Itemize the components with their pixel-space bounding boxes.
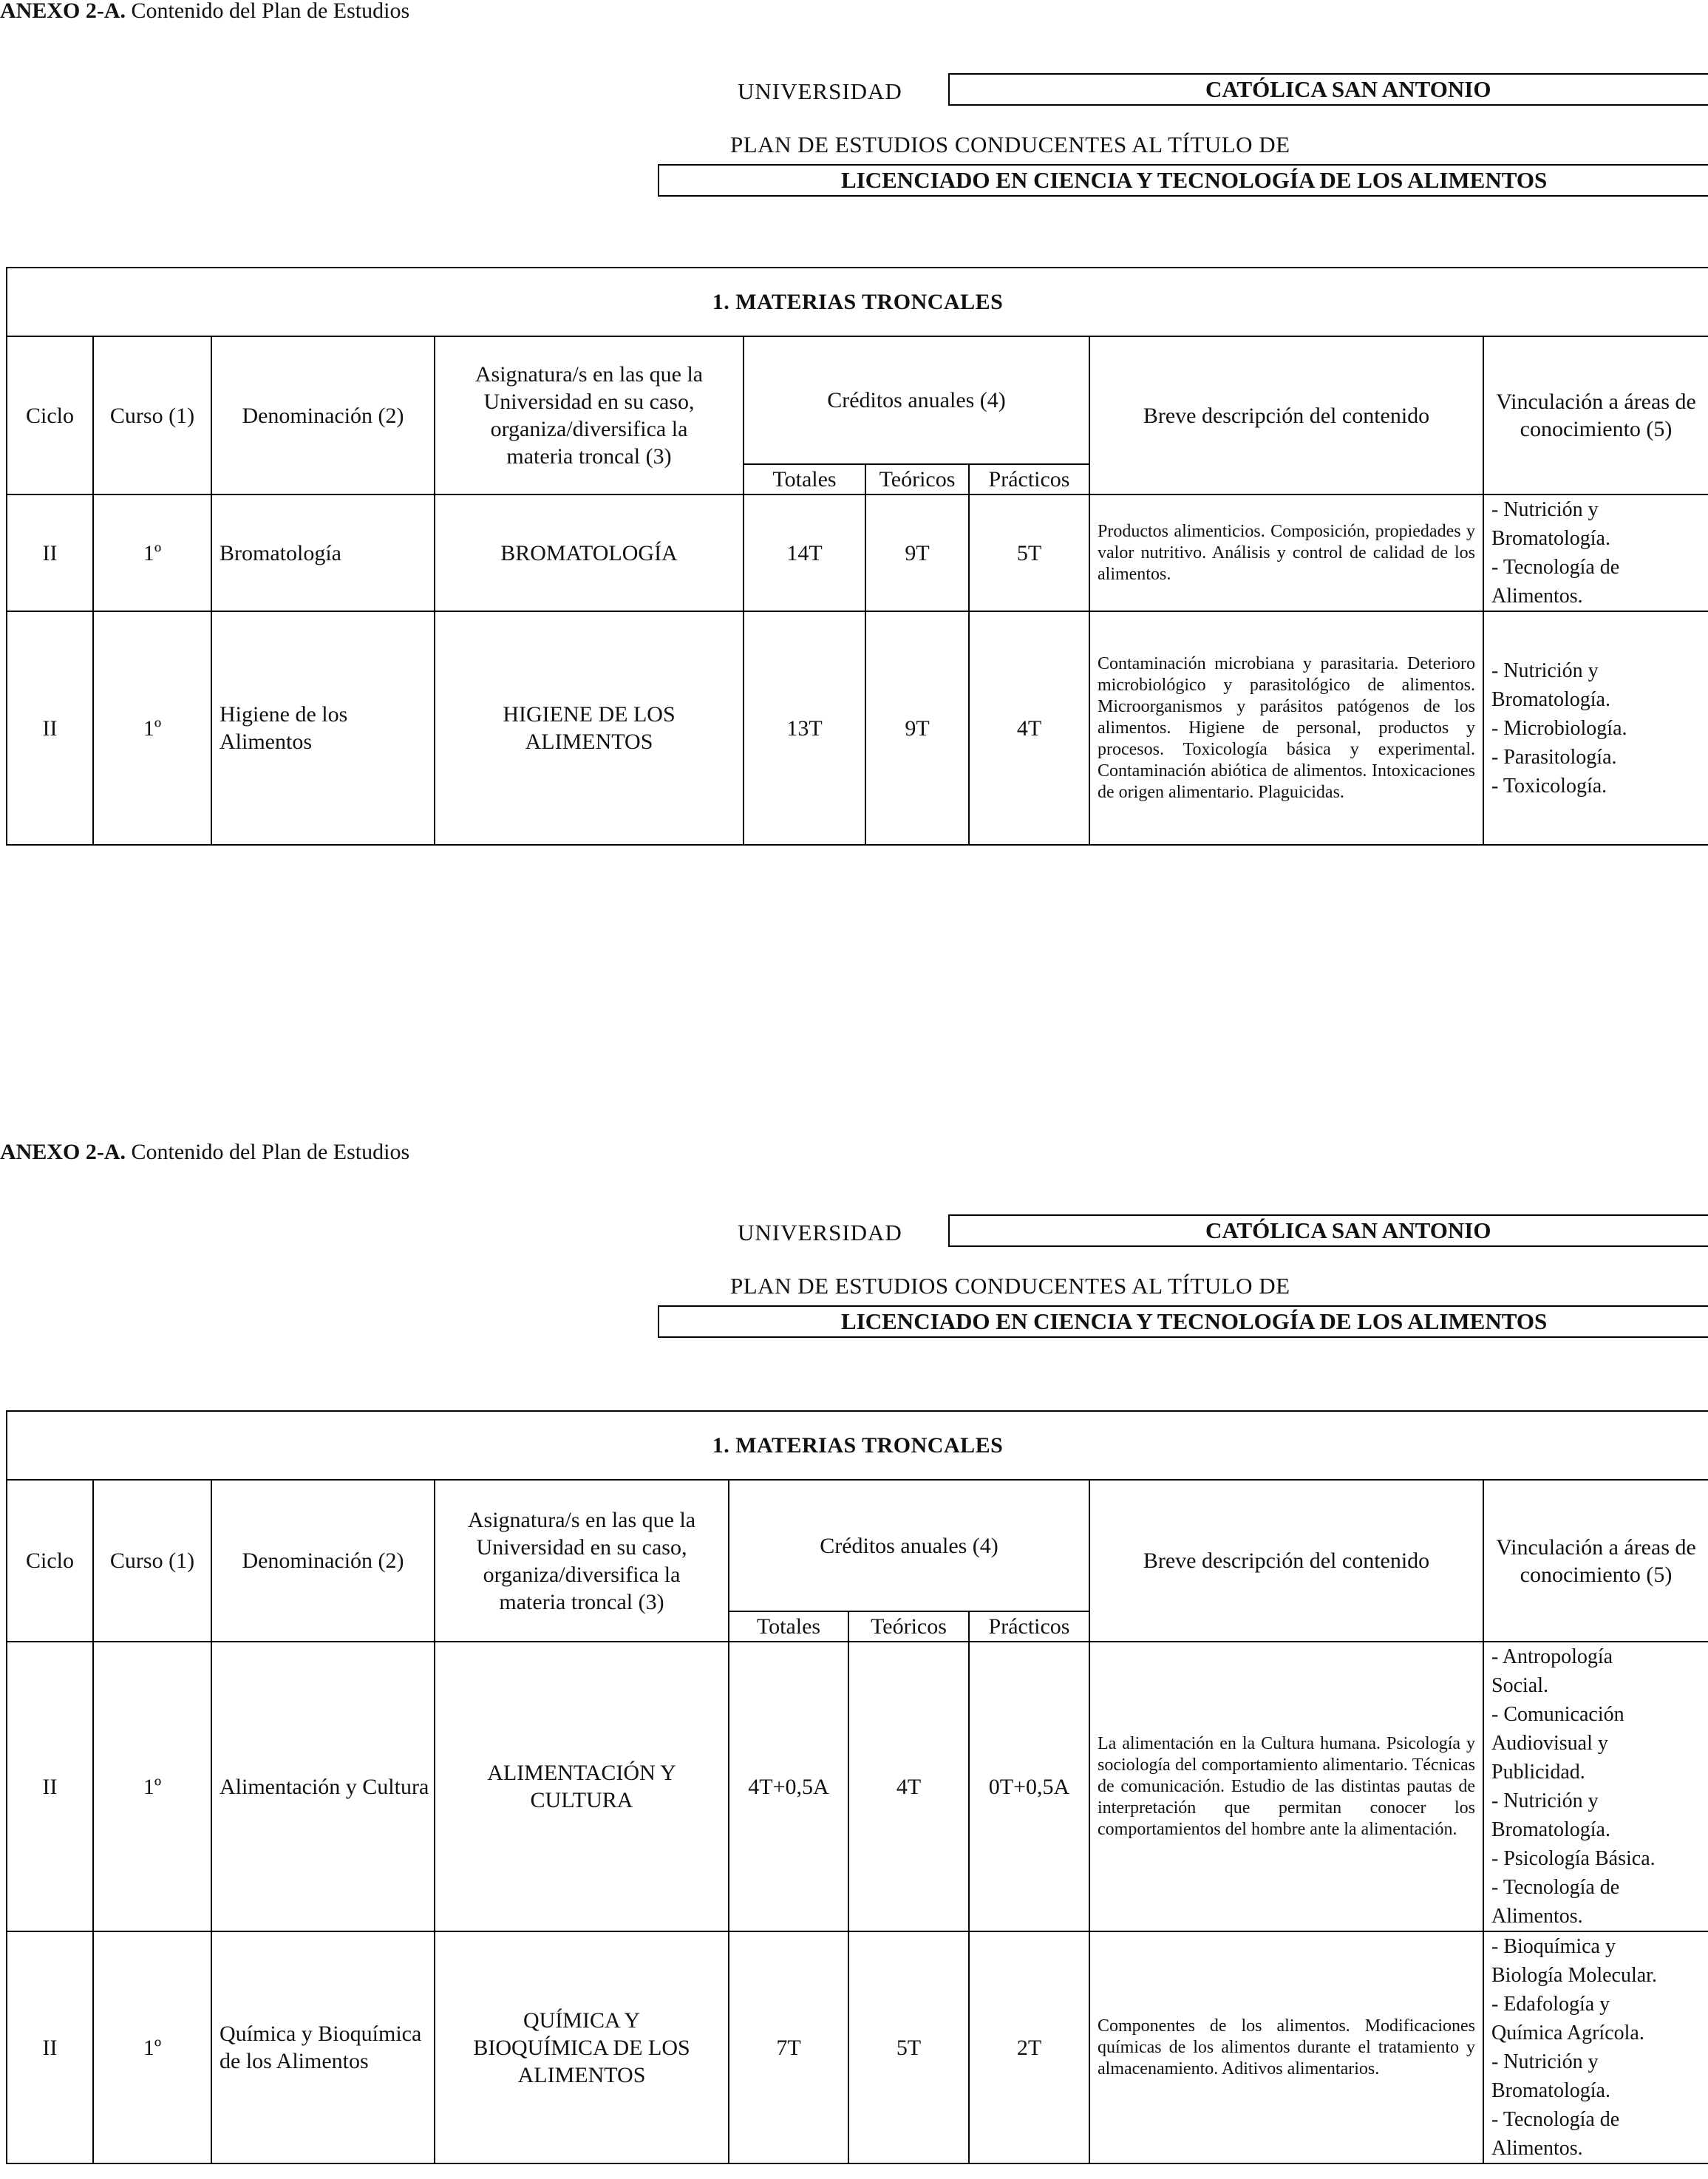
cell-practicos: 2T (969, 1931, 1089, 2163)
cell-totales: 4T+0,5A (729, 1642, 848, 1931)
area-line: - Parasitología. (1491, 745, 1617, 769)
cell-descripcion: Contaminación microbiana y parasitaria. Deterioro microbiológico y parasitológico de alimentos. Microorganismos y parásitos patógenos de los alimentos. Higiene de personal, productos y procesos. Toxicología básica y experimental. Contaminación abiótica de alimentos. Intoxicaciones de origen alimentario. Plaguicidas. (1089, 611, 1483, 845)
area-line: - Tecnología de (1491, 2108, 1620, 2131)
header-practicos: Prácticos (969, 1611, 1089, 1642)
area-line: - Edafología y (1491, 1993, 1610, 2016)
cell-ciclo: II (7, 494, 93, 611)
cell-teoricos: 5T (848, 1931, 969, 2163)
area-line: - Microbiología. (1491, 716, 1627, 740)
header-vinculacion: Vinculación a áreas de conocimiento (5) (1483, 1480, 1708, 1642)
header-denominacion: Denominación (2) (211, 1480, 435, 1642)
cell-asignatura: QUÍMICA Y BIOQUÍMICA DE LOS ALIMENTOS (435, 1931, 729, 2163)
area-line: - Nutrición y (1491, 498, 1599, 521)
materias-troncales-table (6, 267, 1708, 846)
table-row (7, 1931, 1708, 2163)
header-ciclo: Ciclo (7, 1480, 93, 1642)
area-line: - Bioquímica y (1491, 1935, 1616, 1958)
cell-practicos: 0T+0,5A (969, 1642, 1089, 1931)
header-totales: Totales (744, 464, 865, 494)
table-title: 1. MATERIAS TRONCALES (7, 1411, 1708, 1480)
plan-label: PLAN DE ESTUDIOS CONDUCENTES AL TÍTULO DE (730, 1273, 1290, 1299)
university-field: CATÓLICA SAN ANTONIO (948, 73, 1708, 106)
header-creditos: Créditos anuales (4) (729, 1480, 1089, 1611)
degree-title-field: LICENCIADO EN CIENCIA Y TECNOLOGÍA DE LOS ALIMENTOS (658, 164, 1708, 197)
cell-curso: 1º (93, 1931, 211, 2163)
cell-practicos: 4T (969, 611, 1089, 845)
cell-descripcion: Productos alimenticios. Composición, propiedades y valor nutritivo. Análisis y control de calidad de los alimentos. (1089, 494, 1483, 611)
cell-ciclo: II (7, 1931, 93, 2163)
cell-areas (1483, 1931, 1708, 2163)
area-line: - Nutrición y (1491, 2050, 1599, 2073)
cell-asignatura: BROMATOLOGÍA (435, 494, 744, 611)
cell-areas (1483, 494, 1708, 611)
area-line: Alimentos. (1491, 1905, 1583, 1928)
header-teoricos: Teóricos (865, 464, 969, 494)
header-curso: Curso (1) (93, 336, 211, 494)
cell-teoricos: 9T (865, 494, 969, 611)
degree-title-field: LICENCIADO EN CIENCIA Y TECNOLOGÍA DE LOS ALIMENTOS (658, 1305, 1708, 1338)
cell-totales: 14T (744, 494, 865, 611)
cell-denominacion: Alimentación y Cultura (211, 1642, 435, 1931)
header-curso: Curso (1) (93, 1480, 211, 1642)
area-line: Bromatología. (1491, 2079, 1610, 2102)
table-row (7, 611, 1708, 845)
cell-totales: 7T (729, 1931, 848, 2163)
area-line: Audiovisual y (1491, 1732, 1608, 1755)
cell-curso: 1º (93, 1642, 211, 1931)
area-line: - Toxicología. (1491, 774, 1607, 798)
header-descripcion: Breve descripción del contenido (1089, 336, 1483, 494)
header-asignatura: Asignatura/s en las que la Universidad en su caso, organiza/diversifica la materia troncal (3) (435, 336, 744, 494)
cell-curso: 1º (93, 494, 211, 611)
cell-teoricos: 4T (848, 1642, 969, 1931)
header-creditos: Créditos anuales (4) (744, 336, 1089, 464)
cell-areas (1483, 1642, 1708, 1931)
area-line: - Tecnología de (1491, 556, 1620, 579)
table-row (7, 1642, 1708, 1931)
area-line: - Psicología Básica. (1491, 1847, 1656, 1870)
university-label: UNIVERSIDAD (738, 1220, 902, 1245)
area-line: Bromatología. (1491, 1818, 1610, 1841)
area-line: Alimentos. (1491, 585, 1583, 608)
area-line: Alimentos. (1491, 2137, 1583, 2160)
cell-denominacion: Química y Bioquímica de los Alimentos (211, 1931, 435, 2163)
header-totales: Totales (729, 1611, 848, 1642)
header-descripcion: Breve descripción del contenido (1089, 1480, 1483, 1642)
header-denominacion: Denominación (2) (211, 336, 435, 494)
cell-asignatura: HIGIENE DE LOS ALIMENTOS (435, 611, 744, 845)
header-asignatura: Asignatura/s en las que la Universidad en su caso, organiza/diversifica la materia troncal (3) (435, 1480, 729, 1642)
header-ciclo: Ciclo (7, 336, 93, 494)
area-line: - Nutrición y (1491, 1789, 1599, 1812)
cell-asignatura: ALIMENTACIÓN Y CULTURA (435, 1642, 729, 1931)
area-line: - Nutrición y (1491, 659, 1599, 682)
cell-practicos: 5T (969, 494, 1089, 611)
cell-areas (1483, 611, 1708, 845)
header-vinculacion: Vinculación a áreas de conocimiento (5) (1483, 336, 1708, 494)
area-line: Biología Molecular. (1491, 1964, 1657, 1987)
university-label: UNIVERSIDAD (738, 78, 902, 104)
cell-curso: 1º (93, 611, 211, 845)
header-teoricos: Teóricos (848, 1611, 969, 1642)
area-line: - Antropología (1491, 1645, 1613, 1668)
cell-totales: 13T (744, 611, 865, 845)
cell-teoricos: 9T (865, 611, 969, 845)
annex-heading: ANEXO 2-A. Contenido del Plan de Estudios (0, 0, 410, 23)
materias-troncales-table (6, 1410, 1708, 2164)
cell-denominacion: Higiene de los Alimentos (211, 611, 435, 845)
area-line: - Tecnología de (1491, 1876, 1620, 1899)
area-line: - Comunicación (1491, 1703, 1624, 1726)
cell-ciclo: II (7, 611, 93, 845)
table-title: 1. MATERIAS TRONCALES (7, 268, 1708, 336)
header-practicos: Prácticos (969, 464, 1089, 494)
cell-denominacion: Bromatología (211, 494, 435, 611)
cell-descripcion: Componentes de los alimentos. Modificaciones químicas de los alimentos durante el tratamiento y almacenamiento. Aditivos alimentarios. (1089, 1931, 1483, 2163)
university-field: CATÓLICA SAN ANTONIO (948, 1214, 1708, 1247)
area-line: Social. (1491, 1674, 1548, 1697)
annex-heading: ANEXO 2-A. Contenido del Plan de Estudios (0, 1140, 410, 1164)
cell-descripcion: La alimentación en la Cultura humana. Psicología y sociología del comportamiento alimentario. Técnicas de comunicación. Estudio de las distintas pautas de interpretación que permitan conocer los comportamientos del hombre ante la alimentación. (1089, 1642, 1483, 1931)
table-row (7, 494, 1708, 611)
area-line: Bromatología. (1491, 687, 1610, 711)
plan-label: PLAN DE ESTUDIOS CONDUCENTES AL TÍTULO DE (730, 132, 1290, 157)
area-line: Bromatología. (1491, 527, 1610, 550)
area-line: Publicidad. (1491, 1761, 1585, 1784)
cell-ciclo: II (7, 1642, 93, 1931)
area-line: Química Agrícola. (1491, 2022, 1644, 2044)
